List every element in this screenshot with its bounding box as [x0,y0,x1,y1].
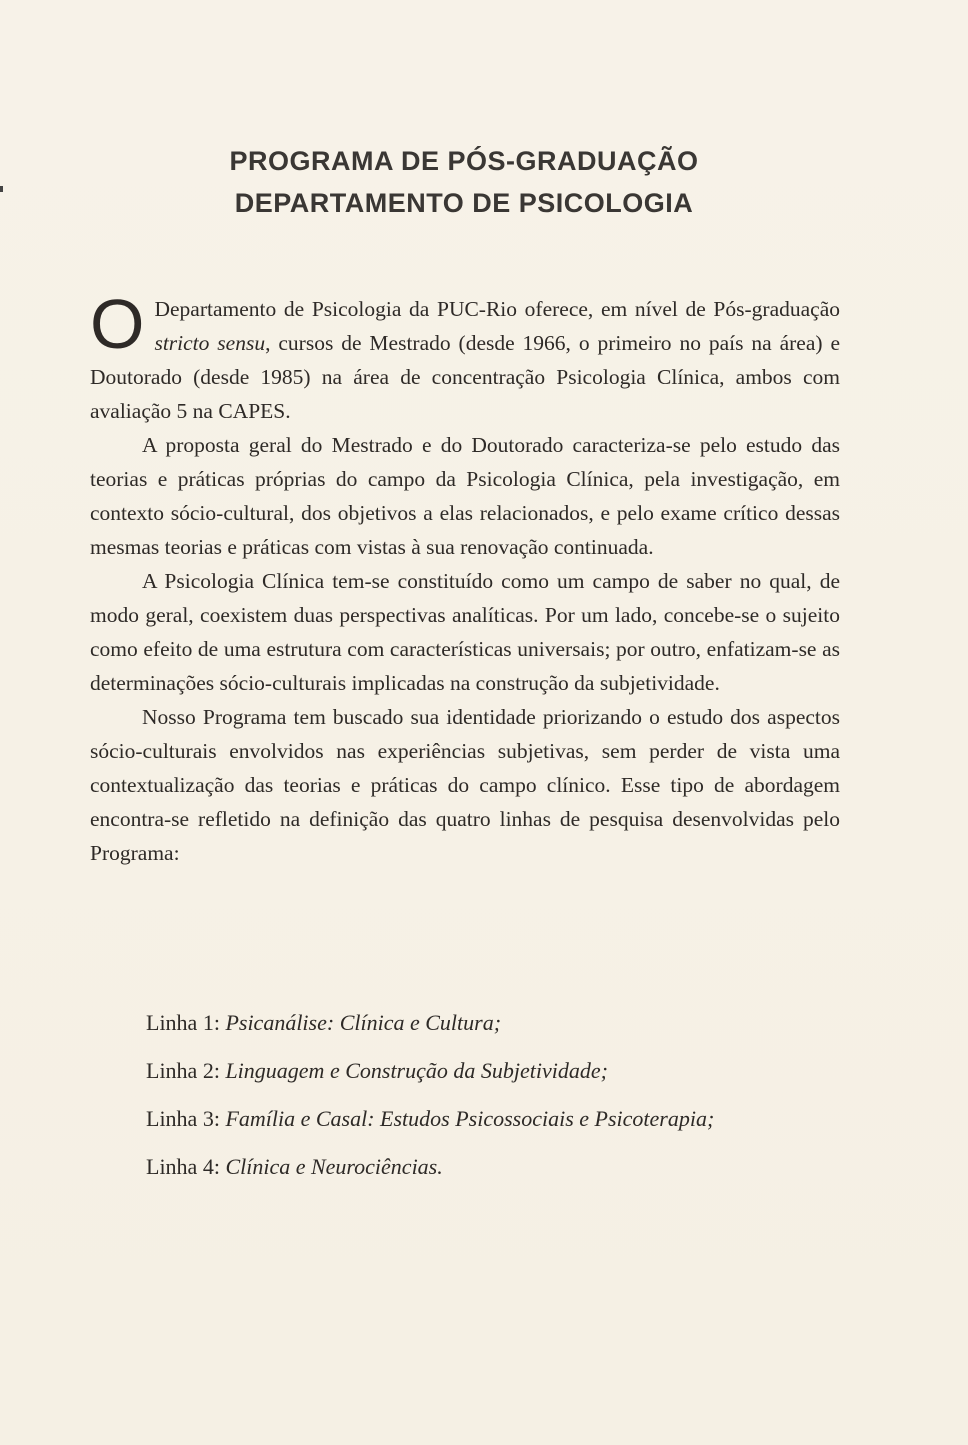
title-line-2: DEPARTAMENTO DE PSICOLOGIA [234,188,694,218]
paragraph-1-italic: stricto sensu [154,331,266,355]
paragraph-3: A Psicologia Clínica tem-se constituído como um campo de saber no qual, de modo geral, coexistem duas perspectivas analíticas. Por um lado, concebe-se o sujeito como efeito de uma estrutura com características universais; por outro, enfatizam-se as determinações sócio-culturais implicadas na construção da subjetividade. [90,569,840,695]
page-title [90,140,838,224]
paragraph-1-text-a: Departamento de Psicologia da PUC-Rio oferece, em nível de Pós-graduação [154,297,840,321]
research-line-item [146,1147,866,1195]
research-line-label: Linha 2: [146,1058,226,1083]
research-line-label: Linha 3: [146,1106,226,1131]
research-line-item [146,1051,866,1099]
research-line-value: Psicanálise: Clínica e Cultura; [225,1010,502,1035]
title-line-1: PROGRAMA DE PÓS-GRADUAÇÃO [229,146,699,176]
paragraph-2: A proposta geral do Mestrado e do Doutorado caracteriza-se pelo estudo das teorias e práticas próprias do campo da Psicologia Clínica, pela investigação, em contexto sócio-cultural, dos objetivos a elas relacionados, e pelo exame crítico dessas mesmas teorias e práticas com vistas à sua renovação continuada. [90,433,840,559]
research-line-item [146,1003,866,1051]
research-line-item [146,1099,866,1147]
research-line-label: Linha 1: [146,1010,226,1035]
research-line-value: Clínica e Neurociências. [225,1154,443,1179]
drop-cap: O [90,285,145,363]
research-line-label: Linha 4: [146,1154,226,1179]
paragraph-1 [90,285,840,428]
research-line-value: Linguagem e Construção da Subjetividade; [225,1058,608,1083]
body-text [90,285,840,870]
paragraph-1-text-b: , cursos de Mestrado (desde 1966, o primeiro no país na área) e Doutorado (desde 1985) na área de concentração Psicologia Clínica, ambos com avaliação 5 na CAPES. [90,331,840,423]
research-line-value: Família e Casal: Estudos Psicossociais e Psicoterapia; [225,1106,715,1131]
paragraph-4: Nosso Programa tem buscado sua identidade priorizando o estudo dos aspectos sócio-culturais envolvidos nas experiências subjetivas, sem perder de vista uma contextualização das teorias e práticas do campo clínico. Esse tipo de abordagem encontra-se refletido na definição das quatro linhas de pesquisa desenvolvidas pelo Programa: [90,705,840,865]
margin-mark [0,186,3,192]
research-lines-list [146,1003,866,1195]
